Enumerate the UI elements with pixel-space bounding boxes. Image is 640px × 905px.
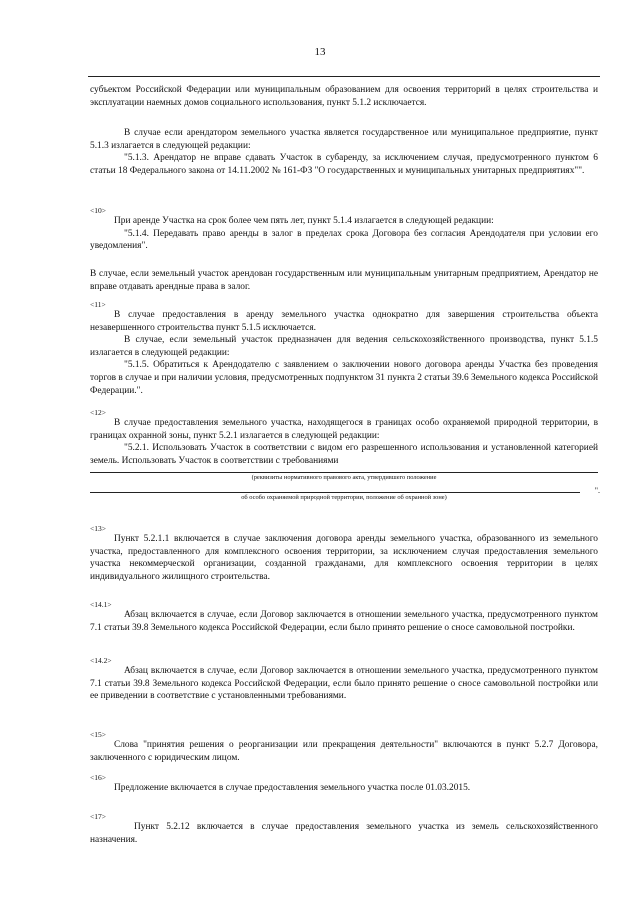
paragraph-block	[90, 268, 598, 293]
paragraph: В случае, если земельный участок арендован государственным или муниципальным унитарным предприятием, Арендатор не вправе отдавать арендные права в залог.	[90, 269, 598, 292]
paragraph: субъектом Российской Федерации или муниципальным образованием для освоения территорий в целях строительства и эксплуатации наемных домов социального использования, пункт 5.1.2 исключается.	[90, 85, 598, 108]
footnote-marker: <17>	[90, 812, 106, 821]
paragraph: Предложение включается в случае предоставления земельного участка после 01.03.2015.	[114, 783, 471, 793]
footnote-block	[90, 730, 598, 764]
footnote-block	[90, 773, 598, 795]
form-blank-area	[90, 472, 598, 502]
paragraph-block	[90, 127, 598, 177]
header-rule	[88, 76, 600, 77]
quoted-clause: "5.1.4. Передавать право аренды в залог в пределах срока Договора без согласия Арендодателя при условии его уведомления".	[90, 228, 598, 252]
paragraph: В случае, если земельный участок предназначен для ведения сельскохозяйственного производства, пункт 5.1.5 излагается в следующей редакции:	[90, 335, 598, 358]
page-number: 13	[314, 46, 326, 58]
footnote-block	[90, 408, 598, 467]
paragraph-continuation	[90, 84, 598, 109]
caption-under-line: (реквизиты нормативного правового акта, утвердившего положение	[251, 474, 437, 481]
quoted-clause: "5.2.1. Использовать Участок в соответствии с видом его разрешенного использования и установленной категорией земель. Использовать Участок в соответствии с требованиями	[90, 443, 598, 466]
paragraph: Слова "принятия решения о реорганизации или прекращения деятельности" включаются в пункт 5.2.7 Договора, заключенного с юридическим лицом.	[90, 740, 598, 763]
paragraph: Абзац включается в случае, если Договор заключается в отношении земельного участка, предусмотренного пунктом 7.1 статьи 39.8 Земельного кодекса Российской Федерации, если было принято решение о сносе самовольной постройки или ее приведении в соответствие с установленными требованиями.	[90, 666, 598, 702]
paragraph: В случае если арендатором земельного участка является государственное или муниципальное предприятие, пункт 5.1.3 излагается в следующей редакции:	[90, 128, 598, 151]
closing-quote: ".	[594, 486, 600, 495]
footnote-marker: <13>	[90, 524, 106, 533]
footnote-marker: <12>	[90, 408, 106, 417]
footnote-marker: <16>	[90, 773, 106, 782]
footnote-block	[90, 812, 598, 846]
footnote-block	[90, 300, 598, 397]
footnote-block	[90, 600, 598, 634]
footnote-marker: <15>	[90, 730, 106, 739]
paragraph: В случае предоставления в аренду земельного участка однократно для завершения строительства объекта незавершенного строительства пункт 5.1.5 исключается.	[90, 310, 598, 333]
footnote-marker: <14.1>	[90, 600, 112, 609]
quoted-clause: "5.1.3. Арендатор не вправе сдавать Участок в субаренду, за исключением случая, предусмотренного пунктом 6 статьи 18 Федерального закона от 14.11.2002 № 161-ФЗ "О государственных и муниципальных унитарных предприятиях"".	[90, 153, 598, 176]
paragraph: При аренде Участка на срок более чем пять лет, пункт 5.1.4 излагается в следующей редакции:	[114, 216, 494, 226]
caption-under-line: об особо охраняемой природной территории, положение об охранной зоне)	[241, 494, 447, 501]
footnote-block	[90, 206, 598, 253]
paragraph: Абзац включается в случае, если Договор заключается в отношении земельного участка, предусмотренного пунктом 7.1 статьи 39.8 Земельного кодекса Российской Федерации, если было принято решение о сносе самовольной постройки.	[90, 610, 598, 633]
footnote-marker: <10>	[90, 206, 106, 215]
paragraph: Пункт 5.2.1.1 включается в случае заключения договора аренды земельного участка, образованного из земельного участка, предоставленного для комплексного освоения территории, за исключением случая предоставления земельного участка некоммерческой организации, созданной гражданами, для комплексного освоения территории в целях индивидуального жилищного строительства.	[90, 534, 598, 582]
paragraph: В случае предоставления земельного участка, находящегося в границах особо охраняемой природной территории, в границах охранной зоны, пункт 5.2.1 излагается в следующей редакции:	[90, 418, 598, 441]
footnote-marker: <14.2>	[90, 656, 112, 665]
paragraph: Пункт 5.2.12 включается в случае предоставления земельного участка из земель сельскохозяйственного назначения.	[90, 822, 598, 845]
footnote-block	[90, 524, 598, 583]
quoted-clause: "5.1.5. Обратиться к Арендодателю с заявлением о заключении нового договора аренды Участка без проведения торгов в случае и при наличии условия, предусмотренных подпунктом 31 пункта 2 статьи 39.6 Земельного кодекса Российской Федерации.".	[90, 360, 598, 396]
footnote-block	[90, 656, 598, 703]
footnote-marker: <11>	[90, 300, 106, 309]
